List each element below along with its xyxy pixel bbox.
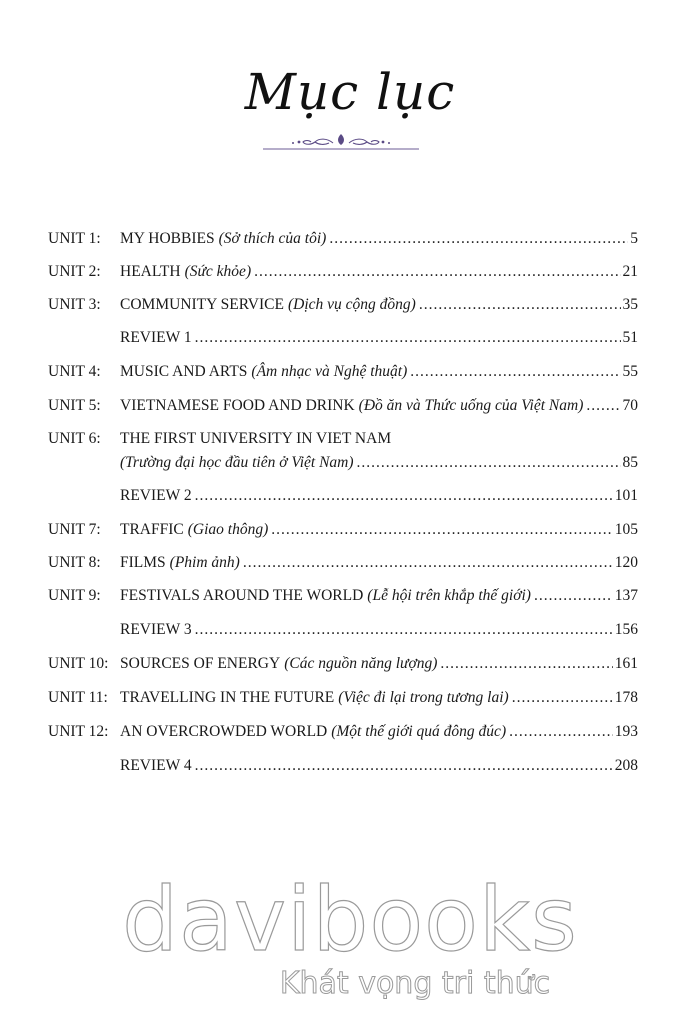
entry-subtitle: (Sức khỏe) <box>184 263 252 280</box>
page-number: 208 <box>614 757 638 774</box>
toc-entry-unit-8[interactable] <box>48 552 638 574</box>
toc-entry-unit-5[interactable] <box>48 395 638 417</box>
page-number: 70 <box>622 397 638 414</box>
dot-leader <box>195 619 613 641</box>
entry-subtitle: (Các nguồn năng lượng) <box>284 655 438 672</box>
toc-entry-unit-4[interactable] <box>48 361 638 383</box>
dot-leader <box>195 755 613 777</box>
unit-label: UNIT 6: <box>48 430 101 447</box>
unit-label: UNIT 8: <box>48 554 101 571</box>
page-number: 178 <box>614 689 638 706</box>
entry-subtitle: (Đồ ăn và Thức uống của Việt Nam) <box>358 397 584 414</box>
entry-title: REVIEW 4 <box>120 757 192 774</box>
dot-leader <box>243 552 613 574</box>
entry-title: TRAFFIC <box>120 521 184 538</box>
toc-entry-unit-3[interactable] <box>48 294 638 316</box>
toc-entry-review-1[interactable] <box>48 327 638 349</box>
entry-title: REVIEW 2 <box>120 487 192 504</box>
entry-subtitle: (Dịch vụ cộng đồng) <box>287 296 416 313</box>
dot-leader <box>195 485 613 507</box>
unit-label: UNIT 5: <box>48 397 101 414</box>
unit-label: UNIT 4: <box>48 363 101 380</box>
entry-subtitle: (Lễ hội trên khắp thế giới) <box>367 587 531 604</box>
dot-leader <box>586 395 620 417</box>
entry-title: FESTIVALS AROUND THE WORLD <box>120 587 364 604</box>
page-number: 161 <box>614 655 638 672</box>
entry-subtitle: (Phim ảnh) <box>169 554 240 571</box>
page-title: Mục lục <box>244 63 456 121</box>
entry-title: AN OVERCROWDED WORLD <box>120 723 328 740</box>
entry-title: REVIEW 1 <box>120 329 192 346</box>
page-number: 85 <box>622 454 638 471</box>
entry-subtitle: (Việc đi lại trong tương lai) <box>338 689 509 706</box>
dot-leader <box>440 653 612 675</box>
page-number: 35 <box>622 296 638 313</box>
dot-leader <box>509 721 613 743</box>
watermark-brand: davibooks <box>122 868 578 971</box>
entry-title: VIETNAMESE FOOD AND DRINK <box>120 397 355 414</box>
entry-title: TRAVELLING IN THE FUTURE <box>120 689 335 706</box>
entry-title: FILMS <box>120 554 166 571</box>
dot-leader <box>357 452 621 474</box>
entry-subtitle: (Âm nhạc và Nghệ thuật) <box>251 363 408 380</box>
page-number: 137 <box>614 587 638 604</box>
page-number: 55 <box>622 363 638 380</box>
toc-entry-unit-7[interactable] <box>48 519 638 541</box>
dot-leader <box>329 228 628 250</box>
toc-entry-review-3[interactable] <box>48 619 638 641</box>
unit-label: UNIT 10: <box>48 655 109 672</box>
dot-leader <box>254 261 620 283</box>
dot-leader <box>512 687 613 709</box>
toc-entry-review-4[interactable] <box>48 755 638 777</box>
entry-title: HEALTH <box>120 263 181 280</box>
unit-label: UNIT 3: <box>48 296 101 313</box>
unit-label: UNIT 9: <box>48 587 101 604</box>
unit-label: UNIT 12: <box>48 723 109 740</box>
page-number: 21 <box>622 263 638 280</box>
entry-title: MUSIC AND ARTS <box>120 363 248 380</box>
unit-label: UNIT 1: <box>48 230 101 247</box>
page-number: 156 <box>614 621 638 638</box>
dot-leader <box>534 585 613 607</box>
page-number: 51 <box>622 329 638 346</box>
toc-entry-unit-1[interactable] <box>48 228 638 250</box>
entry-subtitle: (Trường đại học đầu tiên ở Việt Nam) <box>120 454 354 471</box>
page-number: 105 <box>614 521 638 538</box>
watermark-tagline: Khát vọng tri thức <box>279 966 551 1001</box>
entry-title: COMMUNITY SERVICE <box>120 296 284 313</box>
toc-entry-unit-2[interactable] <box>48 261 638 283</box>
entry-subtitle: (Một thế giới quá đông đúc) <box>331 723 507 740</box>
toc-entry-unit-11[interactable] <box>48 687 638 709</box>
entry-title: THE FIRST UNIVERSITY IN VIET NAM <box>120 430 392 447</box>
page-number: 193 <box>614 723 638 740</box>
unit-label: UNIT 11: <box>48 689 108 706</box>
flourish-divider-icon <box>263 132 419 154</box>
toc-entry-review-2[interactable] <box>48 485 638 507</box>
entry-subtitle: (Sở thích của tôi) <box>218 230 327 247</box>
toc-entry-unit-12[interactable] <box>48 721 638 743</box>
dot-leader <box>410 361 620 383</box>
toc-entry-unit-10[interactable] <box>48 653 638 675</box>
unit-label: UNIT 7: <box>48 521 101 538</box>
page-number: 120 <box>614 554 638 571</box>
page-number: 101 <box>614 487 638 504</box>
page-number: 5 <box>630 230 638 247</box>
entry-title: SOURCES OF ENERGY <box>120 655 281 672</box>
entry-subtitle: (Giao thông) <box>187 521 269 538</box>
unit-label: UNIT 2: <box>48 263 101 280</box>
dot-leader <box>271 519 612 541</box>
toc-entry-unit-9[interactable] <box>48 585 638 607</box>
toc-entry-unit-6[interactable] <box>48 452 638 474</box>
entry-title: MY HOBBIES <box>120 230 215 247</box>
dot-leader <box>419 294 621 316</box>
toc-entry-unit-6-heading[interactable] <box>48 428 638 450</box>
entry-title: REVIEW 3 <box>120 621 192 638</box>
dot-leader <box>195 327 621 349</box>
